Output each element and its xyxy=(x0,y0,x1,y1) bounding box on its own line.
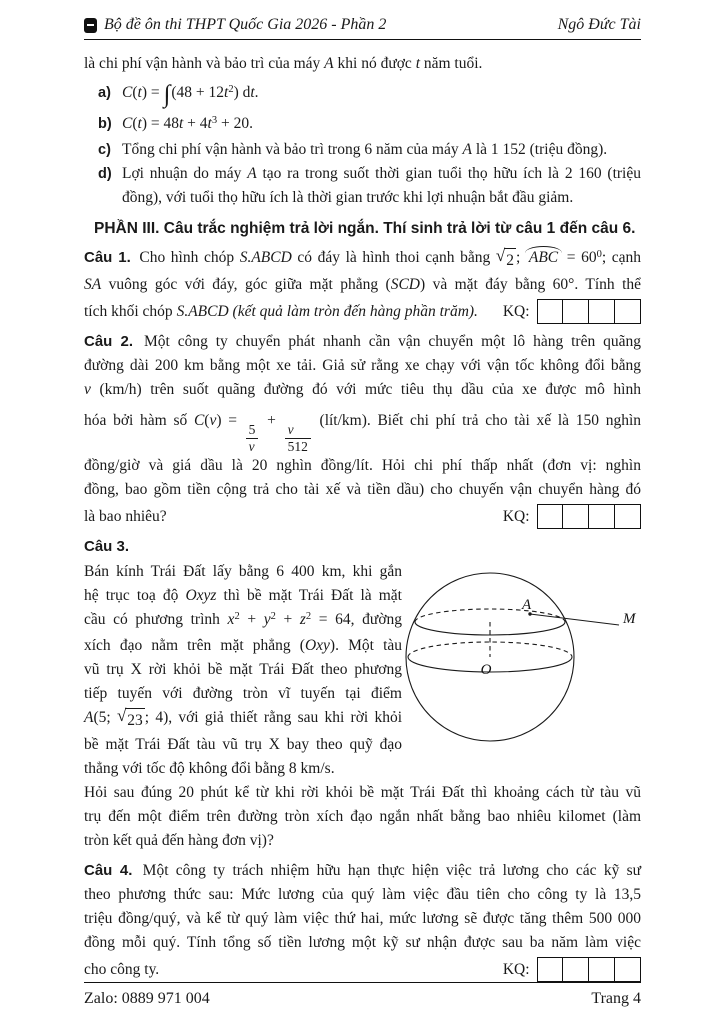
math-italic: Oxy xyxy=(304,637,330,655)
text-line: Bán kính Trái Đất lấy bằng 6 400 km, khi gắn xyxy=(84,563,402,581)
question-3 xyxy=(84,535,641,853)
text-line: Câu 1. Cho hình chóp S.ABCD có đáy là hình thoi cạnh bằng √ 2 ; ABC = $60^0$; cạnh xyxy=(84,246,641,273)
superscript: 2 xyxy=(270,611,276,623)
text-line: đồng, bao gồm tiền cộng trả cho tài xế và tiền dầu) cho chuyến vận chuyển hàng đó xyxy=(84,481,641,499)
question-1-answer-box xyxy=(503,299,641,324)
text-line: đồng), với tuổi thọ hữu ích là thời gian trước khi lợi nhuận bắt đầu giảm. xyxy=(122,189,574,206)
statement-item-b xyxy=(98,112,641,138)
square-root: √ 2 xyxy=(496,248,516,273)
math-italic: t xyxy=(224,84,229,101)
question-1-tail: tích khối chóp S.ABCD (kết quả làm tròn đến hàng phần trăm). xyxy=(84,302,478,320)
section-heading: PHẦN III. Câu trắc nghiệm trả lời ngắn. Thí sinh trả lời từ câu 1 đến câu 6. xyxy=(94,220,636,237)
math-italic: A xyxy=(324,55,334,72)
question-4-answer-box xyxy=(503,957,641,982)
question-3-heading xyxy=(84,535,641,559)
text-line: trụ đến một điểm trên đường tròn xích đạo ngắn nhất bằng bao nhiêu kilomet (làm xyxy=(84,808,641,826)
math-italic: v xyxy=(209,412,217,429)
question-3-continuation xyxy=(84,781,641,853)
answer-cells xyxy=(537,504,641,529)
question-2 xyxy=(84,330,641,529)
math-italic: y xyxy=(263,611,271,629)
math-italic: S.ABCD xyxy=(176,302,229,320)
fraction: $\frac{v}{512}$ xyxy=(285,422,311,454)
math-italic: Oxyz xyxy=(185,587,217,605)
text-line: hóa bởi hàm số C(v) = $\frac{5}{v}$ + $\frac{v}{512}$ (lít/km). Biết chi phí trả cho tài xế là 150 nghìn xyxy=(84,412,641,454)
question-2-tail: là bao nhiêu? xyxy=(84,507,167,525)
page-footer xyxy=(84,982,641,1008)
square-root: √ 23 xyxy=(117,708,145,733)
kq-label: KQ: xyxy=(502,960,530,978)
label-A: A xyxy=(522,597,532,614)
intro-paragraph xyxy=(84,52,641,76)
answer-cell xyxy=(614,504,641,529)
question-4-text xyxy=(84,859,641,955)
statement-label: a) xyxy=(98,85,111,101)
answer-cells xyxy=(537,957,641,982)
text-line: Hỏi sau đúng 20 phút kể từ khi rời khỏi bề mặt Trái Đất thì khoảng cách từ tàu vũ xyxy=(84,784,641,802)
footer-zalo: Zalo: 0889 971 004 xyxy=(84,990,210,1008)
header-left xyxy=(84,16,386,34)
statement-text xyxy=(122,162,641,210)
header-title: Bộ đề ôn thi THPT Quốc Gia 2026 - Phần 2 xyxy=(104,16,387,33)
superscript: 3 xyxy=(211,115,218,126)
statement-label: d) xyxy=(98,166,112,182)
math-italic: v xyxy=(84,381,91,398)
math-italic: A xyxy=(462,141,472,158)
text-line: thẳng với tốc độ không đổi bằng 8 km/s. xyxy=(84,760,335,778)
statement-item-d xyxy=(98,162,641,210)
question-label: Câu 2. xyxy=(84,333,134,350)
superscript: 2 xyxy=(234,611,240,623)
question-4-tail: cho công ty. xyxy=(84,960,160,978)
math-italic: z xyxy=(299,611,306,629)
question-3-columns xyxy=(84,560,641,781)
answer-cells xyxy=(537,299,641,324)
text-line: đường dài 200 km bằng một xe tải. Giả sử rằng xe chạy với vận tốc không đổi bằng xyxy=(84,357,641,374)
superscript: 2 xyxy=(305,611,312,623)
statement-list xyxy=(84,76,641,210)
text-line: xích đạo nằm trên mặt phẳng (Oxy). Một tàu xyxy=(84,637,403,655)
math-italic: ABC xyxy=(528,249,559,266)
text-line: là chi phí vận hành và bảo trì của máy A khi nó được t năm tuổi. xyxy=(84,55,483,72)
text-line: SA vuông góc với đáy, góc giữa mặt phẳng (SCD) và mặt đáy bằng 60°. Tính thể xyxy=(84,276,642,293)
math-italic: C xyxy=(122,115,133,132)
text-line: đồng/giờ và giá dầu là 20 nghìn đồng/lít. Hỏi chi phí thấp nhất (đơn vị: nghìn xyxy=(84,457,641,475)
question-2-answer-box xyxy=(503,504,641,529)
text-line: Câu 4. Một công ty trách nhiệm hữu hạn thực hiện việc trả lương cho các kỹ sư xyxy=(84,862,642,880)
answer-cell xyxy=(588,299,615,324)
text-line: cầu có phương trình $x^2 + y^2 + z^2 = 64$, đường xyxy=(84,611,403,629)
answer-cell xyxy=(588,957,615,982)
math-italic: t xyxy=(250,84,255,101)
page-body xyxy=(84,52,641,982)
text-line: $C(t) = \int(48 + 12t^2)$ dt. xyxy=(122,81,259,108)
math-italic: v xyxy=(248,438,255,454)
superscript: 2 xyxy=(228,84,234,95)
math-italic: A xyxy=(247,165,257,182)
math-italic: x xyxy=(227,611,235,629)
answer-cell xyxy=(562,504,589,529)
statement-label: c) xyxy=(98,142,111,158)
text-line: Tổng chi phí vận hành và bảo trì trong 6 năm của máy A là 1 152 (triệu đồng). xyxy=(122,141,608,158)
book-icon xyxy=(84,18,97,33)
text-line: $C(t) = 48t + 4t^3 + 20$. xyxy=(122,115,253,132)
kq-label: KQ: xyxy=(502,302,530,320)
math-italic: C xyxy=(122,84,133,101)
fraction: $\frac{5}{v}$ xyxy=(246,422,259,454)
question-4 xyxy=(84,859,641,982)
header-author: Ngô Đức Tài xyxy=(557,16,641,33)
question-label: Câu 3. xyxy=(84,538,130,556)
answer-cell xyxy=(537,957,564,982)
math-italic: A xyxy=(84,709,94,727)
text-line: A(5; √ 23 ; 4), với giả thiết rằng sau khi rời khỏi xyxy=(84,706,402,733)
question-label: Câu 1. xyxy=(84,249,131,266)
text-line: theo phương thức sau: Mức lương của quý làm việc đầu tiên cho công ty là 13,5 xyxy=(84,886,641,904)
statement-label: b) xyxy=(98,116,112,132)
answer-cell xyxy=(614,957,641,982)
math-italic: t xyxy=(207,115,212,132)
math-italic: t xyxy=(178,115,184,132)
text-line: Câu 2. Một công ty chuyển phát nhanh cần vận chuyển một lô hàng trên quãng xyxy=(84,333,641,350)
question-label: Câu 4. xyxy=(84,862,133,880)
answer-cell xyxy=(537,299,564,324)
question-1 xyxy=(84,246,641,324)
question-3-text xyxy=(84,560,402,781)
text-line: vũ trụ X rời khỏi bề mặt Trái Đất theo phương xyxy=(84,661,402,679)
question-1-text xyxy=(84,246,641,297)
math-italic: t xyxy=(137,115,142,132)
answer-cell xyxy=(562,299,589,324)
question-4-answer-row xyxy=(84,957,641,982)
answer-cell xyxy=(537,504,564,529)
sphere-diagram xyxy=(402,562,644,746)
math-italic: SA xyxy=(84,276,102,293)
math-italic: v xyxy=(287,422,294,437)
math-italic: C xyxy=(193,412,205,429)
label-O: O xyxy=(480,662,492,679)
page-header xyxy=(84,16,641,40)
text-line: đồng mỗi quý. Tính tổng số tiền lương một kỹ sư nhận được sau ba năm làm việc xyxy=(84,934,641,952)
book-icon-line xyxy=(87,24,94,26)
kq-label: KQ: xyxy=(502,507,530,525)
math-italic: SCD xyxy=(390,276,420,293)
text-line: hệ trục toạ độ Oxyz thì bề mặt Trái Đất là mặt xyxy=(84,587,402,605)
question-2-text xyxy=(84,330,641,502)
angle-hat xyxy=(526,248,561,266)
footer-page-number: Trang 4 xyxy=(591,990,641,1008)
text-line: tròn kết quả đến hàng đơn vị)? xyxy=(84,832,274,850)
answer-cell xyxy=(562,957,589,982)
statement-item-a xyxy=(98,76,641,112)
answer-cell xyxy=(614,299,641,324)
math-italic: t xyxy=(415,55,420,72)
text-line: tiếp tuyến với đường tròn vĩ tuyến tại điểm xyxy=(84,685,402,703)
text-line: Lợi nhuận do máy A tạo ra trong suốt thời gian tuổi thọ hữu ích là 2 160 (triệu xyxy=(122,165,641,182)
question-2-answer-row xyxy=(84,504,641,529)
sphere-figure xyxy=(402,560,646,746)
math-italic: (kết quả làm tròn đến hàng phần trăm). xyxy=(232,302,478,320)
text-line: v (km/h) trên suốt quãng đường đó với mức tiêu thụ dầu của xe được mô hình xyxy=(84,381,641,398)
statement-item-c xyxy=(98,138,641,162)
superscript: 0 xyxy=(596,249,602,260)
answer-cell xyxy=(588,504,615,529)
text-line: triệu đồng/quý, và kể từ quý làm việc thứ hai, mức lương sẽ được tăng thêm 500 000 xyxy=(84,910,641,928)
question-1-answer-row xyxy=(84,299,641,324)
statement-text xyxy=(122,112,641,138)
math-italic: t xyxy=(137,84,142,101)
statement-text xyxy=(122,138,641,162)
tangent-line xyxy=(530,614,619,625)
text-line: bề mặt Trái Đất tàu vũ trụ X bay theo quỹ đạo xyxy=(84,736,402,754)
statement-text xyxy=(122,76,641,112)
label-M: M xyxy=(623,611,636,628)
integral-sign: ∫ xyxy=(163,81,171,108)
math-italic: S.ABCD xyxy=(239,249,292,266)
